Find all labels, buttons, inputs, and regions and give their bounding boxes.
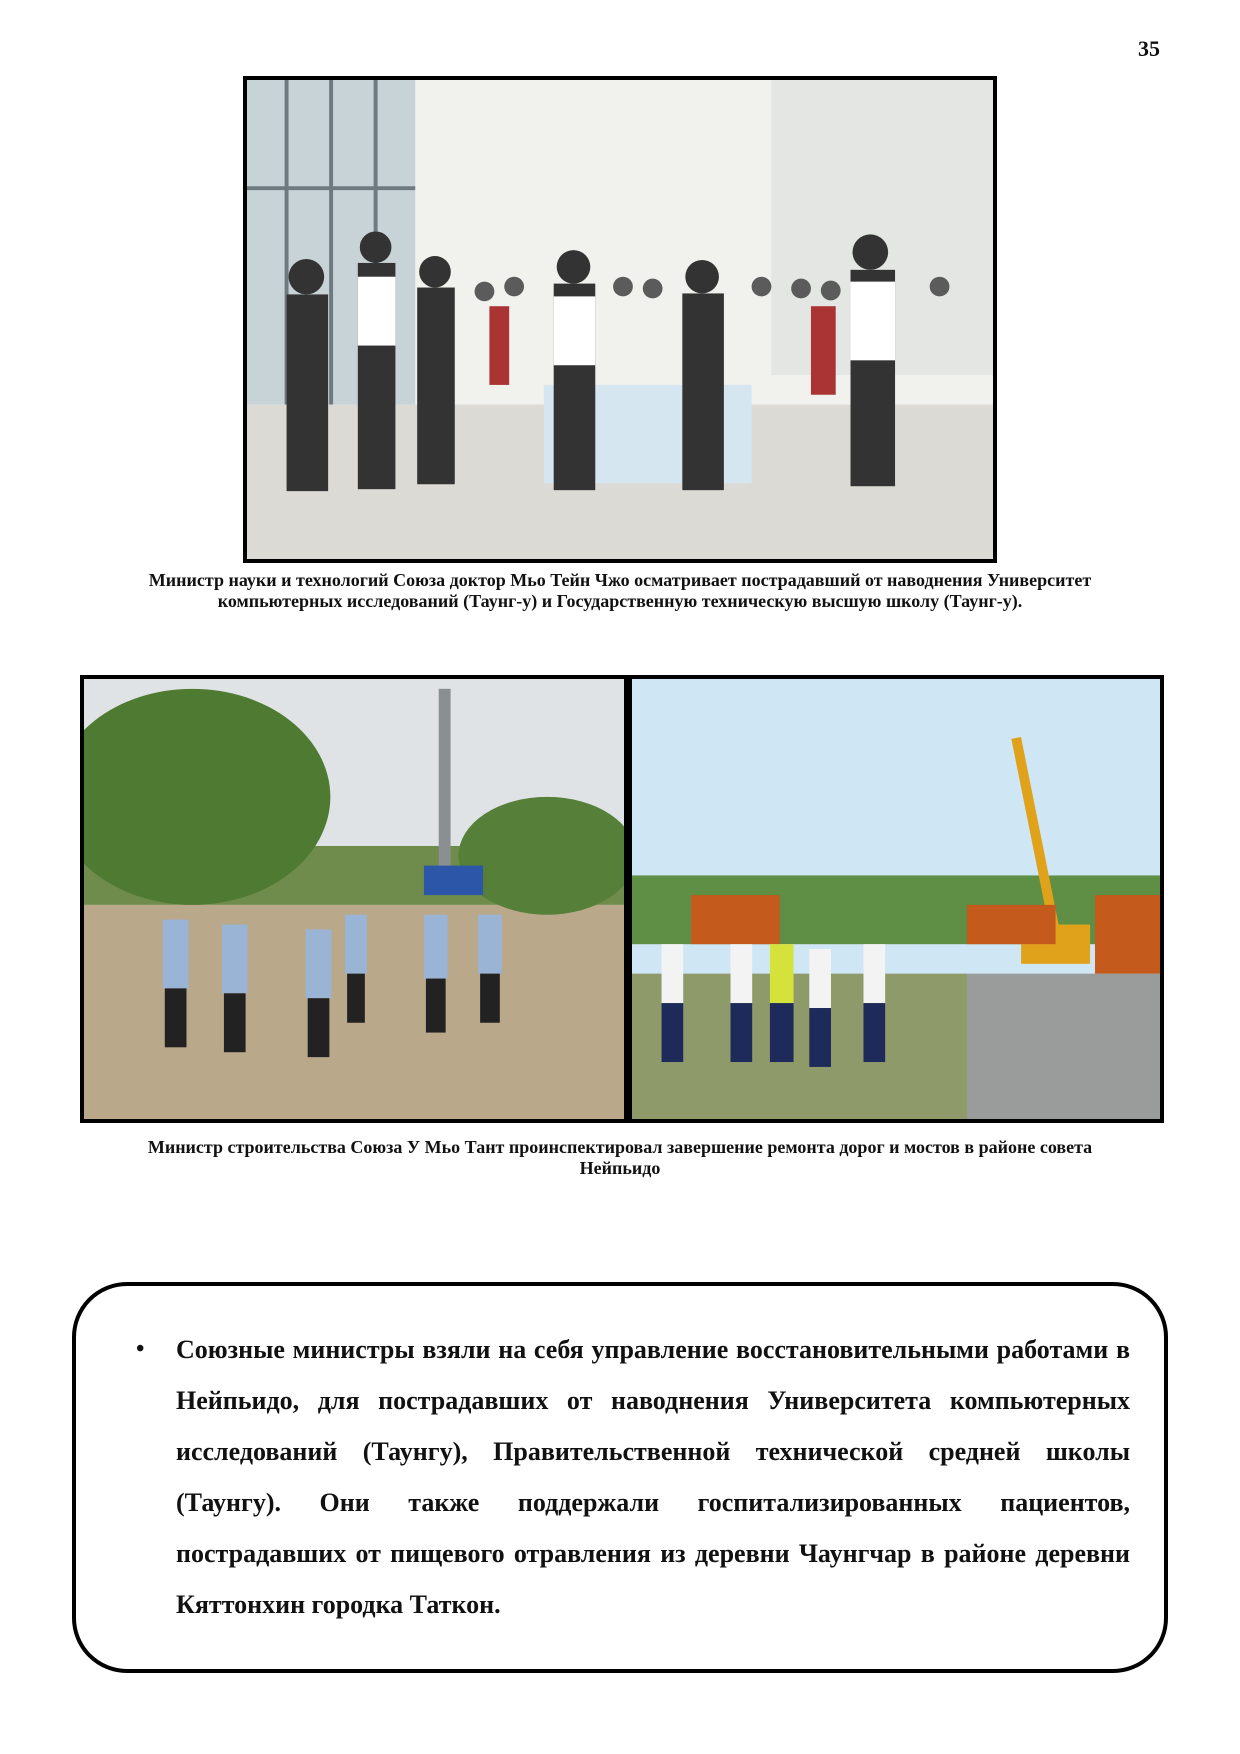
summary-text: Союзные министры взяли на себя управление восстановительными работами в Нейпьидо, для пострадавших от наводнения Университета компьютерных исследований (Таунгу), Правительственной технической средней школы (Таунгу). Они также поддержали госпитализированных пациентов, пострадавших от пищевого отравления из деревни Чаунгчар в районе деревни Кяттонхин городка Таткон. [176, 1335, 1130, 1619]
photo-road-repair [80, 675, 628, 1123]
photo-bridge-crane [628, 675, 1164, 1123]
photo-bridge-crane-icon [632, 679, 1160, 1119]
photo-ministry-visit [243, 76, 997, 563]
summary-box [72, 1282, 1168, 1673]
photo-ministry-visit-icon [247, 80, 993, 559]
photo-road-repair-icon [84, 679, 624, 1119]
summary-list [136, 1324, 1130, 1630]
summary-item [136, 1324, 1130, 1630]
caption-science-minister: Министр науки и технологий Союза доктор Мьо Тейн Чжо осматривает пострадавший от наводнения Университет компьютерных исследований (Таунг-у) и Государственную техническую высшую школу (Таунг-у). [148, 570, 1092, 611]
page-number: 35 [1138, 36, 1160, 61]
bullet-icon: • [136, 1336, 145, 1362]
caption-construction-minister: Министр строительства Союза У Мьо Тант проинспектировал завершение ремонта дорог и мостов в районе совета Нейпьидо [147, 1137, 1093, 1178]
